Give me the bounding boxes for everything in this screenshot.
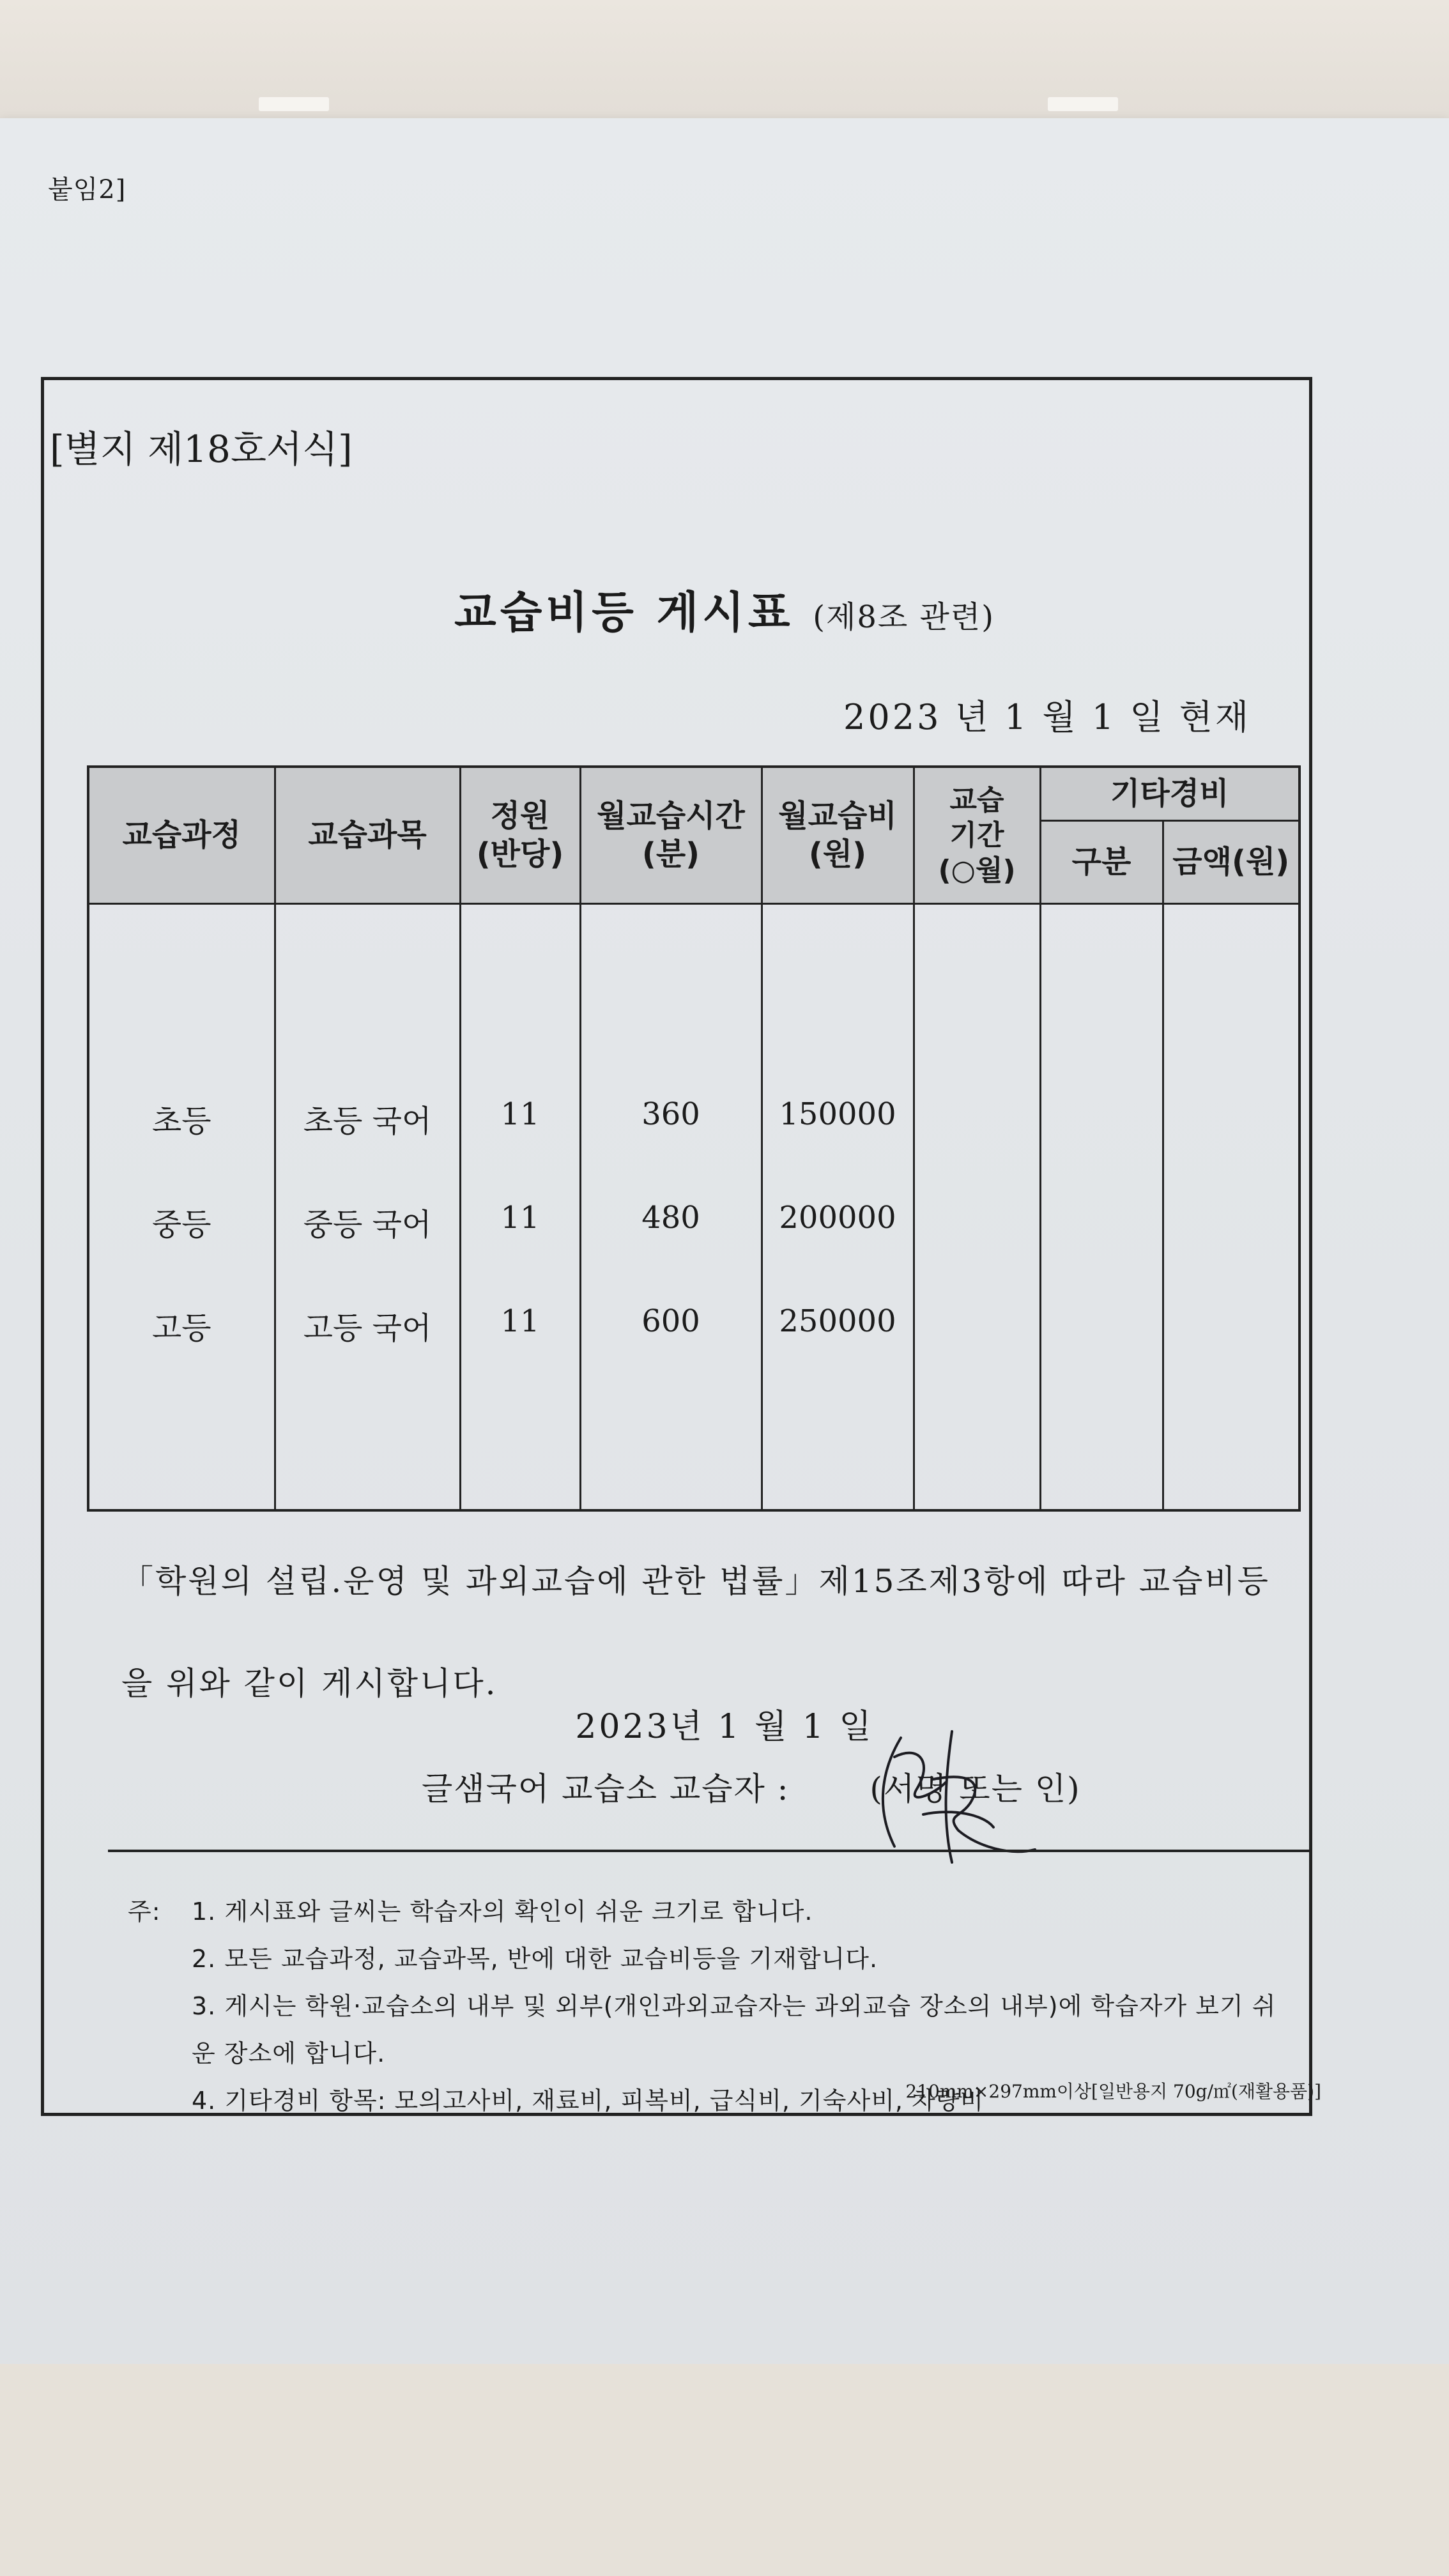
cell-capacity: 11 <box>500 1303 540 1339</box>
as-of-date: 2023 년 1 월 1 일 현재 <box>843 697 1251 737</box>
notes-lead: 주: <box>128 1897 161 1926</box>
note-item: 3. 게시는 학원·교습소의 내부 및 외부(개인과외교습자는 과외교습 장소의 내부)에 학습자가 보기 쉬운 장소에 합니다. <box>192 1992 1276 2067</box>
note-item: 4. 기타경비 항목: 모의고사비, 재료비, 피복비, 급식비, 기숙사비, 차량비 <box>192 2087 985 2115</box>
cell-monthly-hours: 600 <box>641 1303 700 1339</box>
wall-background <box>0 0 1449 128</box>
cell-monthly-fee: 200000 <box>779 1199 896 1236</box>
header-course: 교습과정 <box>88 767 275 903</box>
tape-strip <box>1048 97 1118 111</box>
wall-background <box>0 2364 1449 2576</box>
column-course <box>88 903 275 1510</box>
cell-subject: 초등 국어 <box>303 1103 432 1139</box>
column-other-category <box>1040 903 1163 1510</box>
title-sub: (제8조 관련) <box>813 599 995 635</box>
form-number: [별지 제18호서식] <box>50 427 353 471</box>
cell-course: 초등 <box>151 1103 211 1139</box>
cell-course: 중등 <box>151 1206 211 1243</box>
sign-note: (서명 또는 인) <box>870 1770 1081 1807</box>
cell-capacity: 11 <box>500 1096 540 1132</box>
column-other-amount <box>1163 903 1300 1510</box>
column-monthly-fee <box>762 903 914 1510</box>
header-period: 교습 기간 (○월) <box>914 767 1040 903</box>
note-item: 1. 게시표와 글씨는 학습자의 확인이 쉬운 크기로 합니다. <box>192 1897 813 1926</box>
column-subject <box>275 903 460 1510</box>
header-subject: 교습과목 <box>275 767 460 903</box>
handwritten-signature <box>856 1719 1048 1872</box>
signer-label: 글샘국어 교습소 교습자 : <box>422 1770 790 1807</box>
cell-subject: 고등 국어 <box>303 1310 432 1346</box>
header-other-category: 구분 <box>1040 820 1163 903</box>
note-item: 2. 모든 교습과정, 교습과목, 반에 대한 교습비등을 기재합니다. <box>192 1945 878 1973</box>
sign-date: 2023년 1 월 1 일 <box>575 1708 874 1746</box>
header-other-amount: 금액(원) <box>1163 820 1300 903</box>
cell-subject: 중등 국어 <box>303 1206 432 1243</box>
cell-monthly-hours: 480 <box>641 1199 700 1236</box>
posting-statement: 「학원의 설립.운영 및 과외교습에 관한 법률」제15조제3항에 따라 교습비등을 위와 같이 게시합니다. <box>121 1563 1270 1702</box>
header-monthly-fee: 월교습비 (원) <box>762 767 914 903</box>
document-title <box>0 578 1449 640</box>
cell-monthly-fee: 250000 <box>779 1303 896 1339</box>
cell-monthly-hours: 360 <box>641 1096 700 1132</box>
fee-table <box>87 765 1301 1512</box>
column-monthly-hours <box>580 903 762 1510</box>
header-capacity: 정원 (반당) <box>460 767 580 903</box>
notes-divider <box>108 1850 1310 1852</box>
cell-capacity: 11 <box>500 1199 540 1236</box>
attachment-label: 붙임2] <box>48 175 126 204</box>
column-period <box>914 903 1040 1510</box>
header-other-expenses: 기타경비 <box>1040 767 1300 820</box>
header-monthly-hours: 월교습시간 (분) <box>580 767 762 903</box>
tape-strip <box>259 97 329 111</box>
cell-course: 고등 <box>151 1310 211 1346</box>
cell-monthly-fee: 150000 <box>779 1096 896 1132</box>
paper-spec: 210mm×297mm이상[일반용지 70g/㎡(재활용품)] <box>905 2081 1321 2102</box>
column-capacity <box>460 903 580 1510</box>
title-main: 교습비등 게시표 <box>454 588 794 638</box>
